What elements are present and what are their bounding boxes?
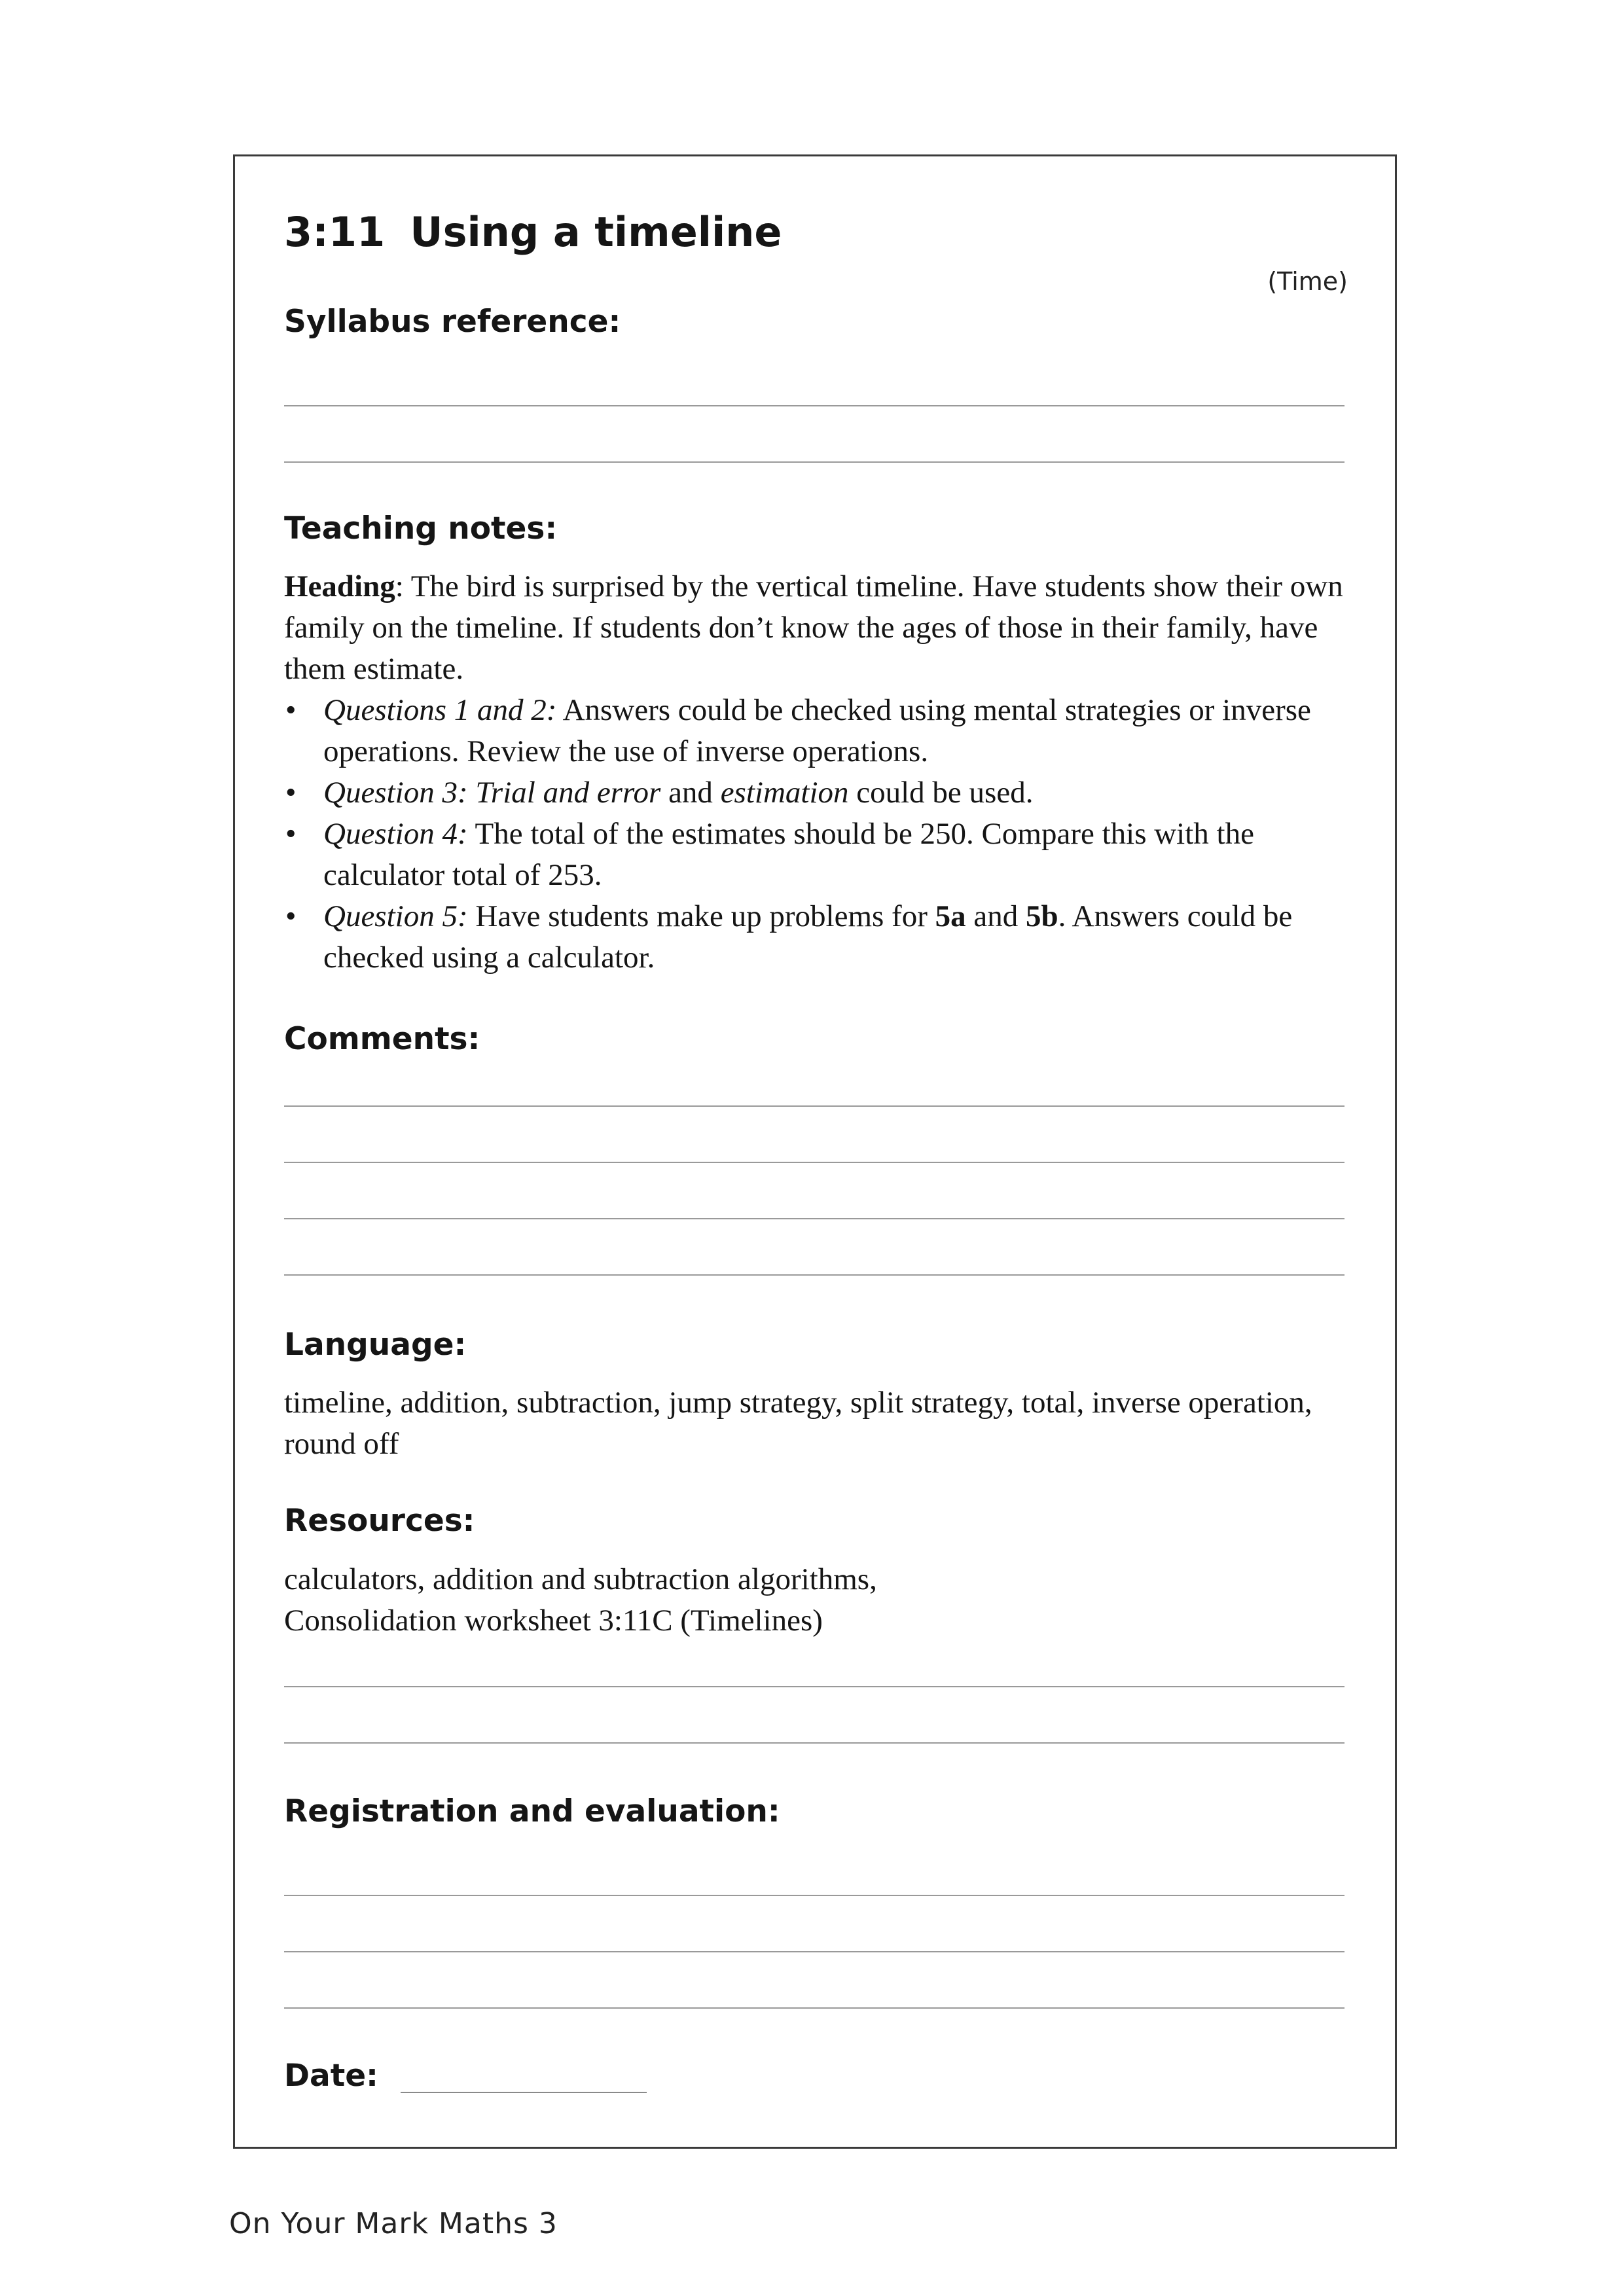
comments-line-1[interactable]: [284, 1105, 1344, 1107]
bullet-icon: •: [285, 817, 297, 851]
page-footer: On Your Mark Maths 3: [229, 2207, 558, 2240]
resources-line-a[interactable]: [284, 1686, 1344, 1687]
note-text: and: [965, 899, 1026, 933]
syllabus-line-2[interactable]: [284, 461, 1344, 463]
list-item: [284, 896, 1358, 978]
note-bold: 5b: [1025, 899, 1058, 933]
registration-line-3[interactable]: [284, 2007, 1344, 2009]
list-item: [284, 690, 1358, 772]
bullet-icon: •: [285, 693, 297, 727]
comments-line-3[interactable]: [284, 1218, 1344, 1219]
teaching-notes-intro: [284, 566, 1358, 690]
resources-text: [284, 1559, 1358, 1641]
list-item: [284, 814, 1358, 896]
registration-line-1[interactable]: [284, 1895, 1344, 1896]
question-ref: Question 5:: [323, 899, 468, 933]
note-text: Have students make up problems for: [467, 899, 935, 933]
page-frame: [233, 154, 1397, 2149]
language-heading: Language:: [284, 1327, 467, 1363]
comments-line-2[interactable]: [284, 1162, 1344, 1163]
lesson-number: 3:11: [284, 208, 386, 256]
registration-line-2[interactable]: [284, 1951, 1344, 1952]
teaching-notes-list: [284, 690, 1358, 978]
resources-line-b[interactable]: [284, 1742, 1344, 1744]
date-field[interactable]: [401, 2092, 647, 2093]
time-label: (Time): [1267, 267, 1348, 296]
teaching-notes-body: [284, 566, 1358, 978]
note-italic: estimation: [720, 776, 849, 810]
note-text: and: [660, 776, 721, 810]
question-ref: Question 4:: [323, 817, 468, 851]
teaching-notes-heading: Teaching notes:: [284, 511, 558, 547]
comments-heading: Comments:: [284, 1021, 480, 1057]
bullet-icon: •: [285, 776, 297, 810]
resources-heading: Resources:: [284, 1503, 475, 1539]
page-title: [284, 208, 782, 256]
note-text: The total of the estimates should be 250. Compare this with the calculator total of 253.: [323, 817, 1254, 892]
language-text: timeline, addition, subtraction, jump strategy, split strategy, total, inverse operation, round off: [284, 1386, 1312, 1461]
note-text: . Answers could be checked using a calculator.: [323, 899, 1293, 975]
intro-text: : The bird is surprised by the vertical timeline. Have students show their own family on the timeline. If students don’t know the ages of those in their family, have them estimate.: [284, 569, 1343, 686]
comments-line-4[interactable]: [284, 1274, 1344, 1276]
resources-line-1: calculators, addition and subtraction algorithms,: [284, 1562, 877, 1596]
note-bold: 5a: [935, 899, 966, 933]
list-item: [284, 772, 1358, 814]
note-text: Answers could be checked using mental strategies or inverse operations. Review the use of inverse operations.: [323, 693, 1311, 768]
bullet-icon: •: [285, 899, 297, 933]
resources-line-2: Consolidation worksheet 3:11C (Timelines): [284, 1604, 823, 1638]
question-ref: Questions 1 and 2:: [323, 693, 557, 727]
syllabus-line-1[interactable]: [284, 405, 1344, 406]
registration-heading: Registration and evaluation:: [284, 1793, 780, 1829]
syllabus-heading: Syllabus reference:: [284, 304, 621, 340]
question-ref: Question 3: Trial and error: [323, 776, 661, 810]
date-label: Date:: [284, 2058, 378, 2094]
intro-bold: Heading: [284, 569, 395, 603]
lesson-title: Using a timeline: [410, 208, 782, 256]
note-text: could be used.: [848, 776, 1034, 810]
